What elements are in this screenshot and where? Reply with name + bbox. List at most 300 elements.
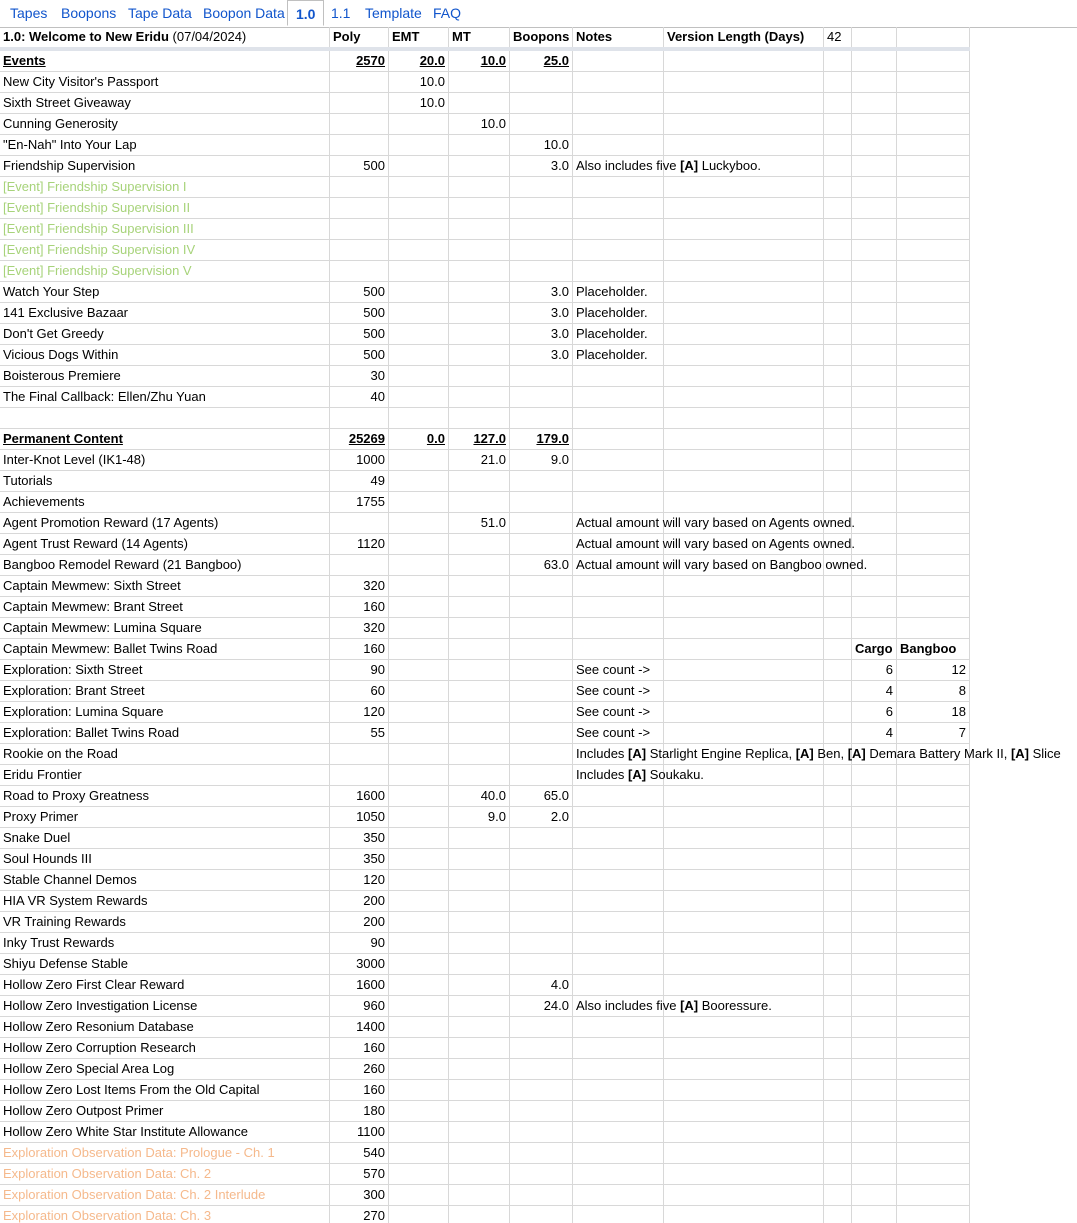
empty-cell[interactable] (824, 93, 852, 114)
bangboo-count-cell[interactable] (897, 324, 970, 345)
empty-cell[interactable] (824, 1206, 852, 1223)
cargo-count-cell[interactable] (852, 828, 897, 849)
row-mt-cell[interactable] (449, 471, 510, 492)
row-boopons-cell[interactable] (510, 681, 573, 702)
row-emt-cell[interactable] (389, 366, 449, 387)
bangboo-count-cell[interactable] (897, 555, 970, 576)
empty-cell[interactable] (664, 786, 824, 807)
bangboo-count-cell[interactable] (897, 1122, 970, 1143)
empty-cell[interactable] (664, 1017, 824, 1038)
row-boopons-cell[interactable]: 63.0 (510, 555, 573, 576)
row-emt-cell[interactable] (389, 1038, 449, 1059)
cargo-count-cell[interactable] (852, 597, 897, 618)
row-boopons-cell[interactable] (510, 471, 573, 492)
row-name-cell[interactable]: Exploration: Ballet Twins Road (0, 723, 330, 744)
row-poly-cell[interactable]: 60 (330, 681, 389, 702)
empty-cell[interactable] (664, 1101, 824, 1122)
row-mt-cell[interactable]: 9.0 (449, 807, 510, 828)
cargo-count-cell[interactable] (852, 849, 897, 870)
row-poly-cell[interactable] (330, 744, 389, 765)
bangboo-count-cell[interactable] (897, 534, 970, 555)
row-boopons-cell[interactable] (510, 639, 573, 660)
row-boopons-cell[interactable] (510, 1038, 573, 1059)
bangboo-count-cell[interactable] (897, 93, 970, 114)
row-mt-cell[interactable] (449, 555, 510, 576)
row-name-cell[interactable]: Hollow Zero Special Area Log (0, 1059, 330, 1080)
row-notes-cell[interactable] (573, 744, 1061, 765)
row-mt-cell[interactable] (449, 1206, 510, 1223)
row-notes-cell[interactable] (573, 786, 664, 807)
empty-cell[interactable] (664, 114, 824, 135)
row-boopons-cell[interactable] (510, 408, 573, 429)
empty-cell[interactable] (664, 387, 824, 408)
bangboo-count-cell[interactable] (897, 114, 970, 135)
row-notes-cell[interactable] (573, 954, 664, 975)
row-notes-cell[interactable] (573, 912, 664, 933)
empty-cell[interactable] (664, 492, 824, 513)
empty-cell[interactable] (664, 576, 824, 597)
row-name-cell[interactable]: VR Training Rewards (0, 912, 330, 933)
row-notes-cell[interactable] (573, 450, 664, 471)
row-boopons-cell[interactable] (510, 912, 573, 933)
empty-cell[interactable] (824, 576, 852, 597)
row-mt-cell[interactable]: 127.0 (449, 429, 510, 450)
row-name-cell[interactable]: Captain Mewmew: Lumina Square (0, 618, 330, 639)
row-name-cell[interactable]: Inky Trust Rewards (0, 933, 330, 954)
cargo-count-cell[interactable] (852, 387, 897, 408)
bangboo-count-cell[interactable] (897, 177, 970, 198)
bangboo-count-cell[interactable] (897, 261, 970, 282)
row-name-cell[interactable]: Hollow Zero Corruption Research (0, 1038, 330, 1059)
row-name-cell[interactable]: Captain Mewmew: Sixth Street (0, 576, 330, 597)
row-notes-cell[interactable] (573, 51, 664, 72)
row-poly-cell[interactable]: 1120 (330, 534, 389, 555)
row-name-cell[interactable]: [Event] Friendship Supervision IV (0, 240, 330, 261)
cargo-count-cell[interactable] (852, 240, 897, 261)
bangboo-count-cell[interactable] (897, 198, 970, 219)
row-emt-cell[interactable] (389, 702, 449, 723)
cargo-count-cell[interactable] (852, 135, 897, 156)
row-boopons-cell[interactable]: 2.0 (510, 807, 573, 828)
row-name-cell[interactable]: Bangboo Remodel Reward (21 Bangboo) (0, 555, 330, 576)
bangboo-count-cell[interactable] (897, 1164, 970, 1185)
row-emt-cell[interactable] (389, 303, 449, 324)
row-poly-cell[interactable]: 350 (330, 828, 389, 849)
row-boopons-cell[interactable] (510, 1164, 573, 1185)
empty-cell[interactable] (824, 618, 852, 639)
row-mt-cell[interactable] (449, 828, 510, 849)
bangboo-count-cell[interactable] (897, 1101, 970, 1122)
empty-cell[interactable] (664, 1206, 824, 1223)
bangboo-count-cell[interactable] (897, 870, 970, 891)
cargo-count-cell[interactable] (852, 1143, 897, 1164)
empty-cell[interactable] (664, 1185, 824, 1206)
row-emt-cell[interactable] (389, 261, 449, 282)
bangboo-count-cell[interactable] (897, 513, 970, 534)
empty-cell[interactable] (824, 681, 852, 702)
row-mt-cell[interactable]: 10.0 (449, 51, 510, 72)
row-boopons-cell[interactable] (510, 660, 573, 681)
row-notes-cell[interactable] (573, 1164, 664, 1185)
row-name-cell[interactable]: 141 Exclusive Bazaar (0, 303, 330, 324)
bangboo-count-cell[interactable] (897, 1143, 970, 1164)
row-poly-cell[interactable]: 1100 (330, 1122, 389, 1143)
cargo-count-cell[interactable]: 4 (852, 723, 897, 744)
row-mt-cell[interactable] (449, 723, 510, 744)
empty-cell[interactable] (824, 51, 852, 72)
empty-cell[interactable] (664, 1038, 824, 1059)
cargo-count-cell[interactable] (852, 471, 897, 492)
bangboo-count-cell[interactable] (897, 1206, 970, 1223)
row-boopons-cell[interactable] (510, 1080, 573, 1101)
row-mt-cell[interactable] (449, 198, 510, 219)
empty-cell[interactable] (824, 450, 852, 471)
row-mt-cell[interactable] (449, 1185, 510, 1206)
cargo-count-cell[interactable] (852, 93, 897, 114)
cargo-count-cell[interactable] (852, 1206, 897, 1223)
empty-cell[interactable] (824, 1059, 852, 1080)
row-mt-cell[interactable] (449, 1101, 510, 1122)
empty-cell[interactable] (824, 786, 852, 807)
row-name-cell[interactable]: Friendship Supervision (0, 156, 330, 177)
empty-cell[interactable] (824, 303, 852, 324)
row-notes-cell[interactable] (573, 93, 664, 114)
row-emt-cell[interactable] (389, 1101, 449, 1122)
row-notes-cell[interactable] (573, 891, 664, 912)
cargo-count-cell[interactable] (852, 429, 897, 450)
empty-cell[interactable] (824, 954, 852, 975)
row-emt-cell[interactable]: 10.0 (389, 93, 449, 114)
row-notes-cell[interactable] (573, 618, 664, 639)
empty-cell[interactable] (824, 219, 852, 240)
row-emt-cell[interactable] (389, 1080, 449, 1101)
row-name-cell[interactable]: Captain Mewmew: Ballet Twins Road (0, 639, 330, 660)
row-mt-cell[interactable] (449, 93, 510, 114)
bangboo-count-cell[interactable]: 7 (897, 723, 970, 744)
bangboo-count-cell[interactable] (897, 51, 970, 72)
row-boopons-cell[interactable] (510, 513, 573, 534)
row-poly-cell[interactable]: 500 (330, 282, 389, 303)
bangboo-count-cell[interactable]: 12 (897, 660, 970, 681)
empty-cell[interactable] (664, 702, 824, 723)
empty-cell[interactable] (664, 198, 824, 219)
bangboo-count-cell[interactable] (897, 912, 970, 933)
row-boopons-cell[interactable] (510, 933, 573, 954)
empty-cell[interactable] (824, 723, 852, 744)
cargo-count-cell[interactable] (852, 114, 897, 135)
row-name-cell[interactable]: New City Visitor's Passport (0, 72, 330, 93)
row-poly-cell[interactable] (330, 135, 389, 156)
row-emt-cell[interactable] (389, 1206, 449, 1223)
cargo-count-cell[interactable] (852, 1185, 897, 1206)
row-boopons-cell[interactable] (510, 744, 573, 765)
row-notes-cell[interactable] (573, 1143, 664, 1164)
empty-cell[interactable] (824, 1143, 852, 1164)
bangboo-count-cell[interactable] (897, 156, 970, 177)
row-mt-cell[interactable] (449, 72, 510, 93)
row-notes-cell[interactable] (573, 828, 664, 849)
row-emt-cell[interactable] (389, 177, 449, 198)
empty-cell[interactable] (824, 597, 852, 618)
row-poly-cell[interactable]: 160 (330, 639, 389, 660)
bangboo-count-cell[interactable] (897, 1017, 970, 1038)
col-header-mt[interactable]: MT (449, 27, 510, 48)
empty-cell[interactable] (824, 660, 852, 681)
row-boopons-cell[interactable] (510, 1143, 573, 1164)
row-poly-cell[interactable]: 500 (330, 156, 389, 177)
row-emt-cell[interactable] (389, 1017, 449, 1038)
row-notes-cell[interactable] (573, 492, 664, 513)
row-name-cell[interactable]: Shiyu Defense Stable (0, 954, 330, 975)
title-cell[interactable] (0, 27, 330, 48)
row-notes-cell[interactable] (573, 765, 704, 786)
row-notes-cell[interactable]: Actual amount will vary based on Agents owned. (573, 513, 664, 534)
empty-cell[interactable] (664, 366, 824, 387)
empty-cell[interactable] (664, 807, 824, 828)
empty-cell[interactable] (824, 429, 852, 450)
row-emt-cell[interactable] (389, 828, 449, 849)
row-notes-cell[interactable] (573, 240, 664, 261)
sheet-tab-tapes[interactable]: Tapes (10, 5, 48, 21)
row-notes-cell[interactable] (573, 1038, 664, 1059)
empty-cell[interactable] (664, 828, 824, 849)
row-boopons-cell[interactable] (510, 72, 573, 93)
row-notes-cell[interactable] (573, 870, 664, 891)
empty-cell[interactable] (664, 660, 824, 681)
cargo-count-cell[interactable] (852, 303, 897, 324)
row-name-cell[interactable]: The Final Callback: Ellen/Zhu Yuan (0, 387, 330, 408)
row-boopons-cell[interactable] (510, 492, 573, 513)
row-name-cell[interactable]: HIA VR System Rewards (0, 891, 330, 912)
row-mt-cell[interactable] (449, 597, 510, 618)
bangboo-count-cell[interactable] (897, 303, 970, 324)
row-notes-cell[interactable] (573, 408, 664, 429)
row-notes-cell[interactable] (573, 576, 664, 597)
row-mt-cell[interactable] (449, 660, 510, 681)
empty-cell[interactable] (664, 219, 824, 240)
empty-cell[interactable] (824, 849, 852, 870)
row-name-cell[interactable]: [Event] Friendship Supervision V (0, 261, 330, 282)
row-poly-cell[interactable]: 270 (330, 1206, 389, 1223)
row-notes-cell[interactable] (573, 975, 664, 996)
bangboo-count-cell[interactable] (897, 219, 970, 240)
row-notes-cell[interactable] (573, 471, 664, 492)
row-emt-cell[interactable] (389, 975, 449, 996)
row-name-cell[interactable]: Exploration: Lumina Square (0, 702, 330, 723)
row-mt-cell[interactable]: 21.0 (449, 450, 510, 471)
empty-cell[interactable] (664, 450, 824, 471)
row-poly-cell[interactable]: 1050 (330, 807, 389, 828)
row-emt-cell[interactable]: 0.0 (389, 429, 449, 450)
row-boopons-cell[interactable] (510, 240, 573, 261)
cargo-count-cell[interactable] (852, 366, 897, 387)
row-emt-cell[interactable] (389, 135, 449, 156)
row-poly-cell[interactable]: 500 (330, 324, 389, 345)
row-notes-cell[interactable] (573, 1080, 664, 1101)
row-emt-cell[interactable] (389, 1164, 449, 1185)
row-poly-cell[interactable] (330, 93, 389, 114)
row-mt-cell[interactable] (449, 954, 510, 975)
cargo-count-cell[interactable] (852, 1017, 897, 1038)
bangboo-count-cell[interactable] (897, 282, 970, 303)
row-notes-cell[interactable] (573, 135, 664, 156)
empty-cell[interactable] (664, 891, 824, 912)
empty-cell[interactable] (824, 912, 852, 933)
bangboo-count-cell[interactable] (897, 996, 970, 1017)
row-notes-cell[interactable]: See count -> (573, 702, 664, 723)
row-boopons-cell[interactable]: 3.0 (510, 303, 573, 324)
empty-cell[interactable] (824, 261, 852, 282)
row-mt-cell[interactable] (449, 492, 510, 513)
row-notes-cell[interactable] (573, 639, 664, 660)
empty-cell[interactable] (664, 954, 824, 975)
cargo-count-cell[interactable] (852, 156, 897, 177)
row-notes-cell[interactable]: See count -> (573, 723, 664, 744)
row-name-cell[interactable]: Road to Proxy Greatness (0, 786, 330, 807)
row-poly-cell[interactable]: 300 (330, 1185, 389, 1206)
row-boopons-cell[interactable] (510, 849, 573, 870)
row-mt-cell[interactable] (449, 681, 510, 702)
row-poly-cell[interactable]: 90 (330, 660, 389, 681)
cargo-count-cell[interactable] (852, 576, 897, 597)
row-emt-cell[interactable] (389, 219, 449, 240)
row-boopons-cell[interactable]: 25.0 (510, 51, 573, 72)
empty-cell[interactable] (824, 282, 852, 303)
row-name-cell[interactable]: [Event] Friendship Supervision III (0, 219, 330, 240)
row-mt-cell[interactable] (449, 1164, 510, 1185)
empty-cell[interactable] (664, 975, 824, 996)
row-mt-cell[interactable] (449, 219, 510, 240)
row-name-cell[interactable]: Exploration Observation Data: Ch. 2 Interlude (0, 1185, 330, 1206)
empty-cell[interactable] (664, 282, 824, 303)
row-name-cell[interactable]: Inter-Knot Level (IK1-48) (0, 450, 330, 471)
row-emt-cell[interactable] (389, 576, 449, 597)
row-name-cell[interactable]: Agent Trust Reward (14 Agents) (0, 534, 330, 555)
row-name-cell[interactable]: Eridu Frontier (0, 765, 330, 786)
row-poly-cell[interactable]: 320 (330, 618, 389, 639)
cargo-count-cell[interactable] (852, 891, 897, 912)
empty-cell[interactable] (824, 177, 852, 198)
empty-cell[interactable] (824, 702, 852, 723)
cargo-count-cell[interactable] (852, 1080, 897, 1101)
row-name-cell[interactable]: Rookie on the Road (0, 744, 330, 765)
empty-cell[interactable] (824, 198, 852, 219)
row-mt-cell[interactable] (449, 891, 510, 912)
cargo-count-cell[interactable] (852, 1101, 897, 1122)
row-emt-cell[interactable] (389, 450, 449, 471)
row-poly-cell[interactable]: 160 (330, 1038, 389, 1059)
row-emt-cell[interactable] (389, 114, 449, 135)
cargo-count-cell[interactable] (852, 51, 897, 72)
empty-cell[interactable] (664, 597, 824, 618)
row-notes-cell[interactable] (573, 597, 664, 618)
bangboo-count-cell[interactable] (897, 975, 970, 996)
bangboo-count-cell[interactable] (897, 849, 970, 870)
row-name-cell[interactable]: [Event] Friendship Supervision II (0, 198, 330, 219)
col-header-notes[interactable]: Notes (573, 27, 664, 48)
sheet-tab-faq[interactable]: FAQ (433, 5, 462, 21)
bangboo-count-cell[interactable] (897, 471, 970, 492)
empty-cell[interactable] (824, 1164, 852, 1185)
row-emt-cell[interactable] (389, 870, 449, 891)
bangboo-count-cell[interactable] (897, 597, 970, 618)
empty-cell[interactable] (824, 471, 852, 492)
row-boopons-cell[interactable] (510, 576, 573, 597)
cargo-count-cell[interactable] (852, 177, 897, 198)
row-poly-cell[interactable]: 200 (330, 891, 389, 912)
row-poly-cell[interactable]: 1600 (330, 975, 389, 996)
row-mt-cell[interactable] (449, 408, 510, 429)
empty-cell[interactable] (824, 387, 852, 408)
row-mt-cell[interactable] (449, 744, 510, 765)
bangboo-count-cell[interactable] (897, 135, 970, 156)
row-mt-cell[interactable] (449, 1038, 510, 1059)
bangboo-count-cell[interactable] (897, 429, 970, 450)
row-name-cell[interactable]: Watch Your Step (0, 282, 330, 303)
row-boopons-cell[interactable] (510, 954, 573, 975)
cargo-count-cell[interactable]: 6 (852, 702, 897, 723)
row-notes-cell[interactable] (573, 807, 664, 828)
empty-cell[interactable] (664, 324, 824, 345)
row-emt-cell[interactable] (389, 912, 449, 933)
row-poly-cell[interactable] (330, 555, 389, 576)
row-emt-cell[interactable] (389, 849, 449, 870)
cargo-count-cell[interactable] (852, 933, 897, 954)
col-header-poly[interactable]: Poly (330, 27, 389, 48)
empty-cell[interactable] (824, 1185, 852, 1206)
row-poly-cell[interactable]: 49 (330, 471, 389, 492)
row-name-cell[interactable]: [Event] Friendship Supervision I (0, 177, 330, 198)
row-boopons-cell[interactable]: 3.0 (510, 282, 573, 303)
row-poly-cell[interactable]: 960 (330, 996, 389, 1017)
row-notes-cell[interactable] (573, 156, 761, 177)
row-boopons-cell[interactable] (510, 198, 573, 219)
row-mt-cell[interactable] (449, 576, 510, 597)
row-mt-cell[interactable] (449, 324, 510, 345)
row-emt-cell[interactable] (389, 597, 449, 618)
bangboo-count-cell[interactable] (897, 891, 970, 912)
empty-cell[interactable] (824, 366, 852, 387)
row-emt-cell[interactable] (389, 660, 449, 681)
row-boopons-cell[interactable] (510, 1017, 573, 1038)
empty-cell[interactable] (824, 1080, 852, 1101)
bangboo-count-cell[interactable] (897, 408, 970, 429)
empty-cell[interactable] (664, 177, 824, 198)
empty-cell[interactable] (664, 723, 824, 744)
row-poly-cell[interactable]: 3000 (330, 954, 389, 975)
row-boopons-cell[interactable] (510, 1059, 573, 1080)
row-name-cell[interactable]: Proxy Primer (0, 807, 330, 828)
row-name-cell[interactable]: Hollow Zero Outpost Primer (0, 1101, 330, 1122)
row-boopons-cell[interactable]: 3.0 (510, 156, 573, 177)
row-mt-cell[interactable] (449, 177, 510, 198)
empty-cell[interactable] (664, 51, 824, 72)
bangboo-count-cell[interactable] (897, 1080, 970, 1101)
cargo-count-cell[interactable] (852, 1059, 897, 1080)
empty-cell[interactable] (824, 996, 852, 1017)
row-notes-cell[interactable]: Placeholder. (573, 282, 664, 303)
row-name-cell[interactable]: Permanent Content (0, 429, 330, 450)
row-poly-cell[interactable]: 55 (330, 723, 389, 744)
empty-cell[interactable] (824, 891, 852, 912)
row-emt-cell[interactable] (389, 786, 449, 807)
row-emt-cell[interactable] (389, 555, 449, 576)
row-boopons-cell[interactable] (510, 723, 573, 744)
row-poly-cell[interactable] (330, 765, 389, 786)
row-poly-cell[interactable] (330, 219, 389, 240)
empty-cell[interactable] (664, 72, 824, 93)
row-notes-cell[interactable] (573, 1122, 664, 1143)
